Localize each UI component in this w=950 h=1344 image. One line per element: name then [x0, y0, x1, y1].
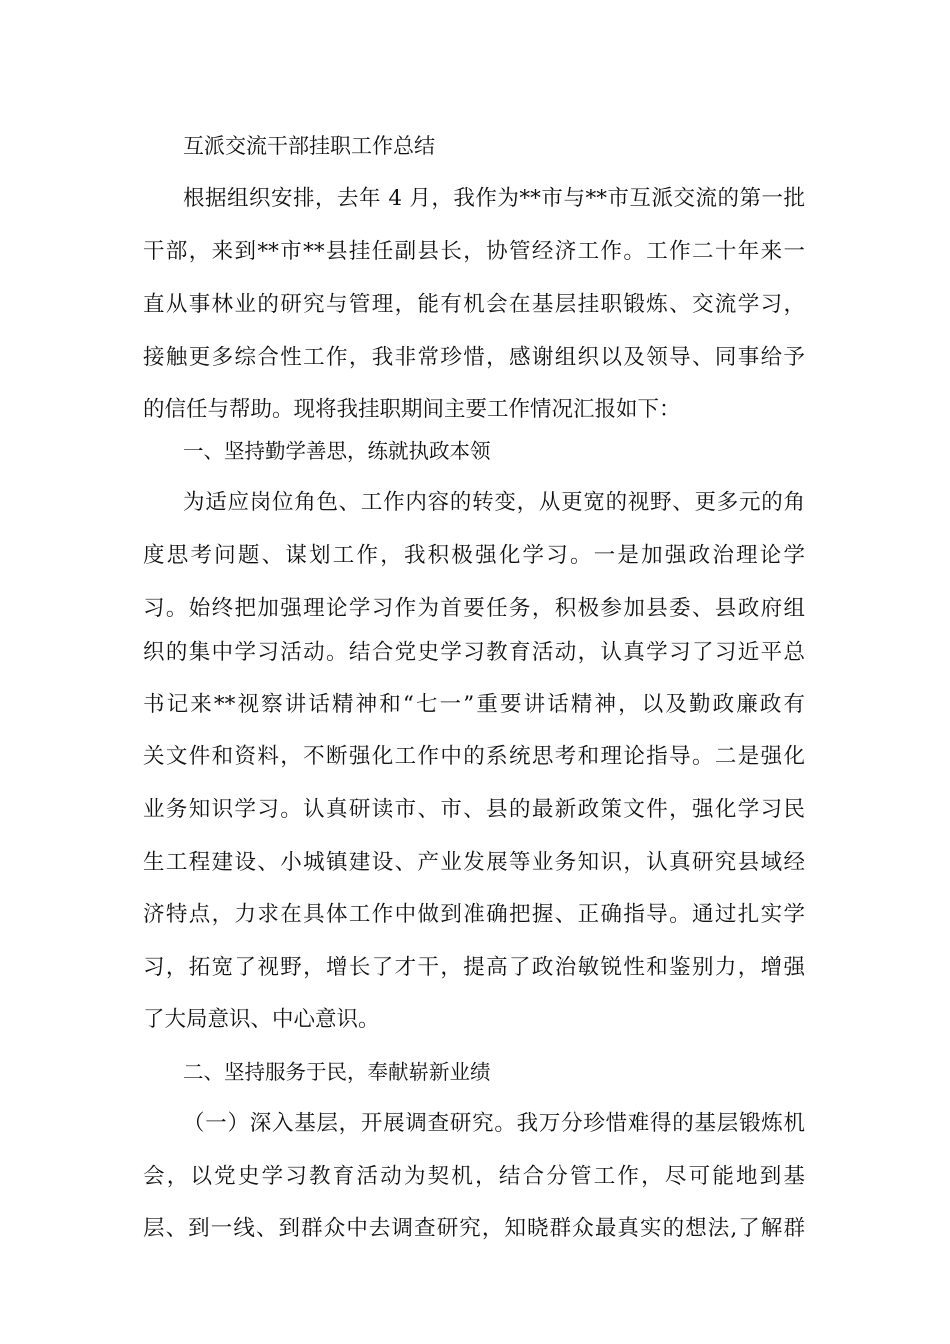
- section-heading: 二、坚持服务于民，奉献崭新业绩: [183, 1060, 491, 1084]
- paragraph-line: 习。始终把加强理论学习作为首要任务，积极参加县委、县政府组: [143, 596, 805, 621]
- paragraph-line: 了大局意识、中心意识。: [143, 1007, 380, 1032]
- paragraph-line: 关文件和资料，不断强化工作中的系统思考和理论指导。二是强化: [143, 744, 805, 769]
- paragraph-line: 生工程建设、小城镇建设、产业发展等业务知识，认真研究县域经: [143, 850, 805, 875]
- paragraph-line: 织的集中学习活动。结合党史学习教育活动，认真学习了习近平总: [143, 640, 805, 665]
- paragraph-line: 根据组织安排，去年 4 月，我作为**市与**市互派交流的第一批: [183, 186, 805, 211]
- paragraph-line: 济特点，力求在具体工作中做到准确把握、正确指导。通过扎实学: [143, 902, 805, 927]
- document-title: 互派交流干部挂职工作总结: [183, 134, 435, 158]
- section-heading: 一、坚持勤学善思，练就执政本领: [183, 439, 491, 463]
- paragraph-line: 接触更多综合性工作，我非常珍惜，感谢组织以及领导、同事给予: [143, 345, 805, 370]
- paragraph-line: 业务知识学习。认真研读市、市、县的最新政策文件，强化学习民: [143, 797, 805, 822]
- paragraph-line: 为适应岗位角色、工作内容的转变，从更宽的视野、更多元的角: [183, 490, 805, 515]
- paragraph-line: 度思考问题、谋划工作，我积极强化学习。一是加强政治理论学: [143, 543, 805, 568]
- paragraph-line: （一）深入基层，开展调查研究。我万分珍惜难得的基层锻炼机: [183, 1111, 805, 1136]
- paragraph-line: 干部，来到**市**县挂任副县长，协管经济工作。工作二十年来一: [143, 239, 805, 264]
- paragraph-line: 的信任与帮助。现将我挂职期间主要工作情况汇报如下：: [143, 397, 681, 422]
- paragraph-line: 会，以党史学习教育活动为契机，结合分管工作，尽可能地到基: [143, 1164, 805, 1189]
- paragraph-line: 层、到一线、到群众中去调查研究，知晓群众最真实的想法,了解群: [143, 1216, 805, 1241]
- paragraph-line: 书记来**视察讲话精神和“七一”重要讲话精神，以及勤政廉政有: [143, 692, 805, 717]
- paragraph-line: 直从事林业的研究与管理，能有机会在基层挂职锻炼、交流学习，: [143, 292, 805, 317]
- paragraph-line: 习，拓宽了视野，增长了才干，提高了政治敏锐性和鉴别力，增强: [143, 955, 805, 980]
